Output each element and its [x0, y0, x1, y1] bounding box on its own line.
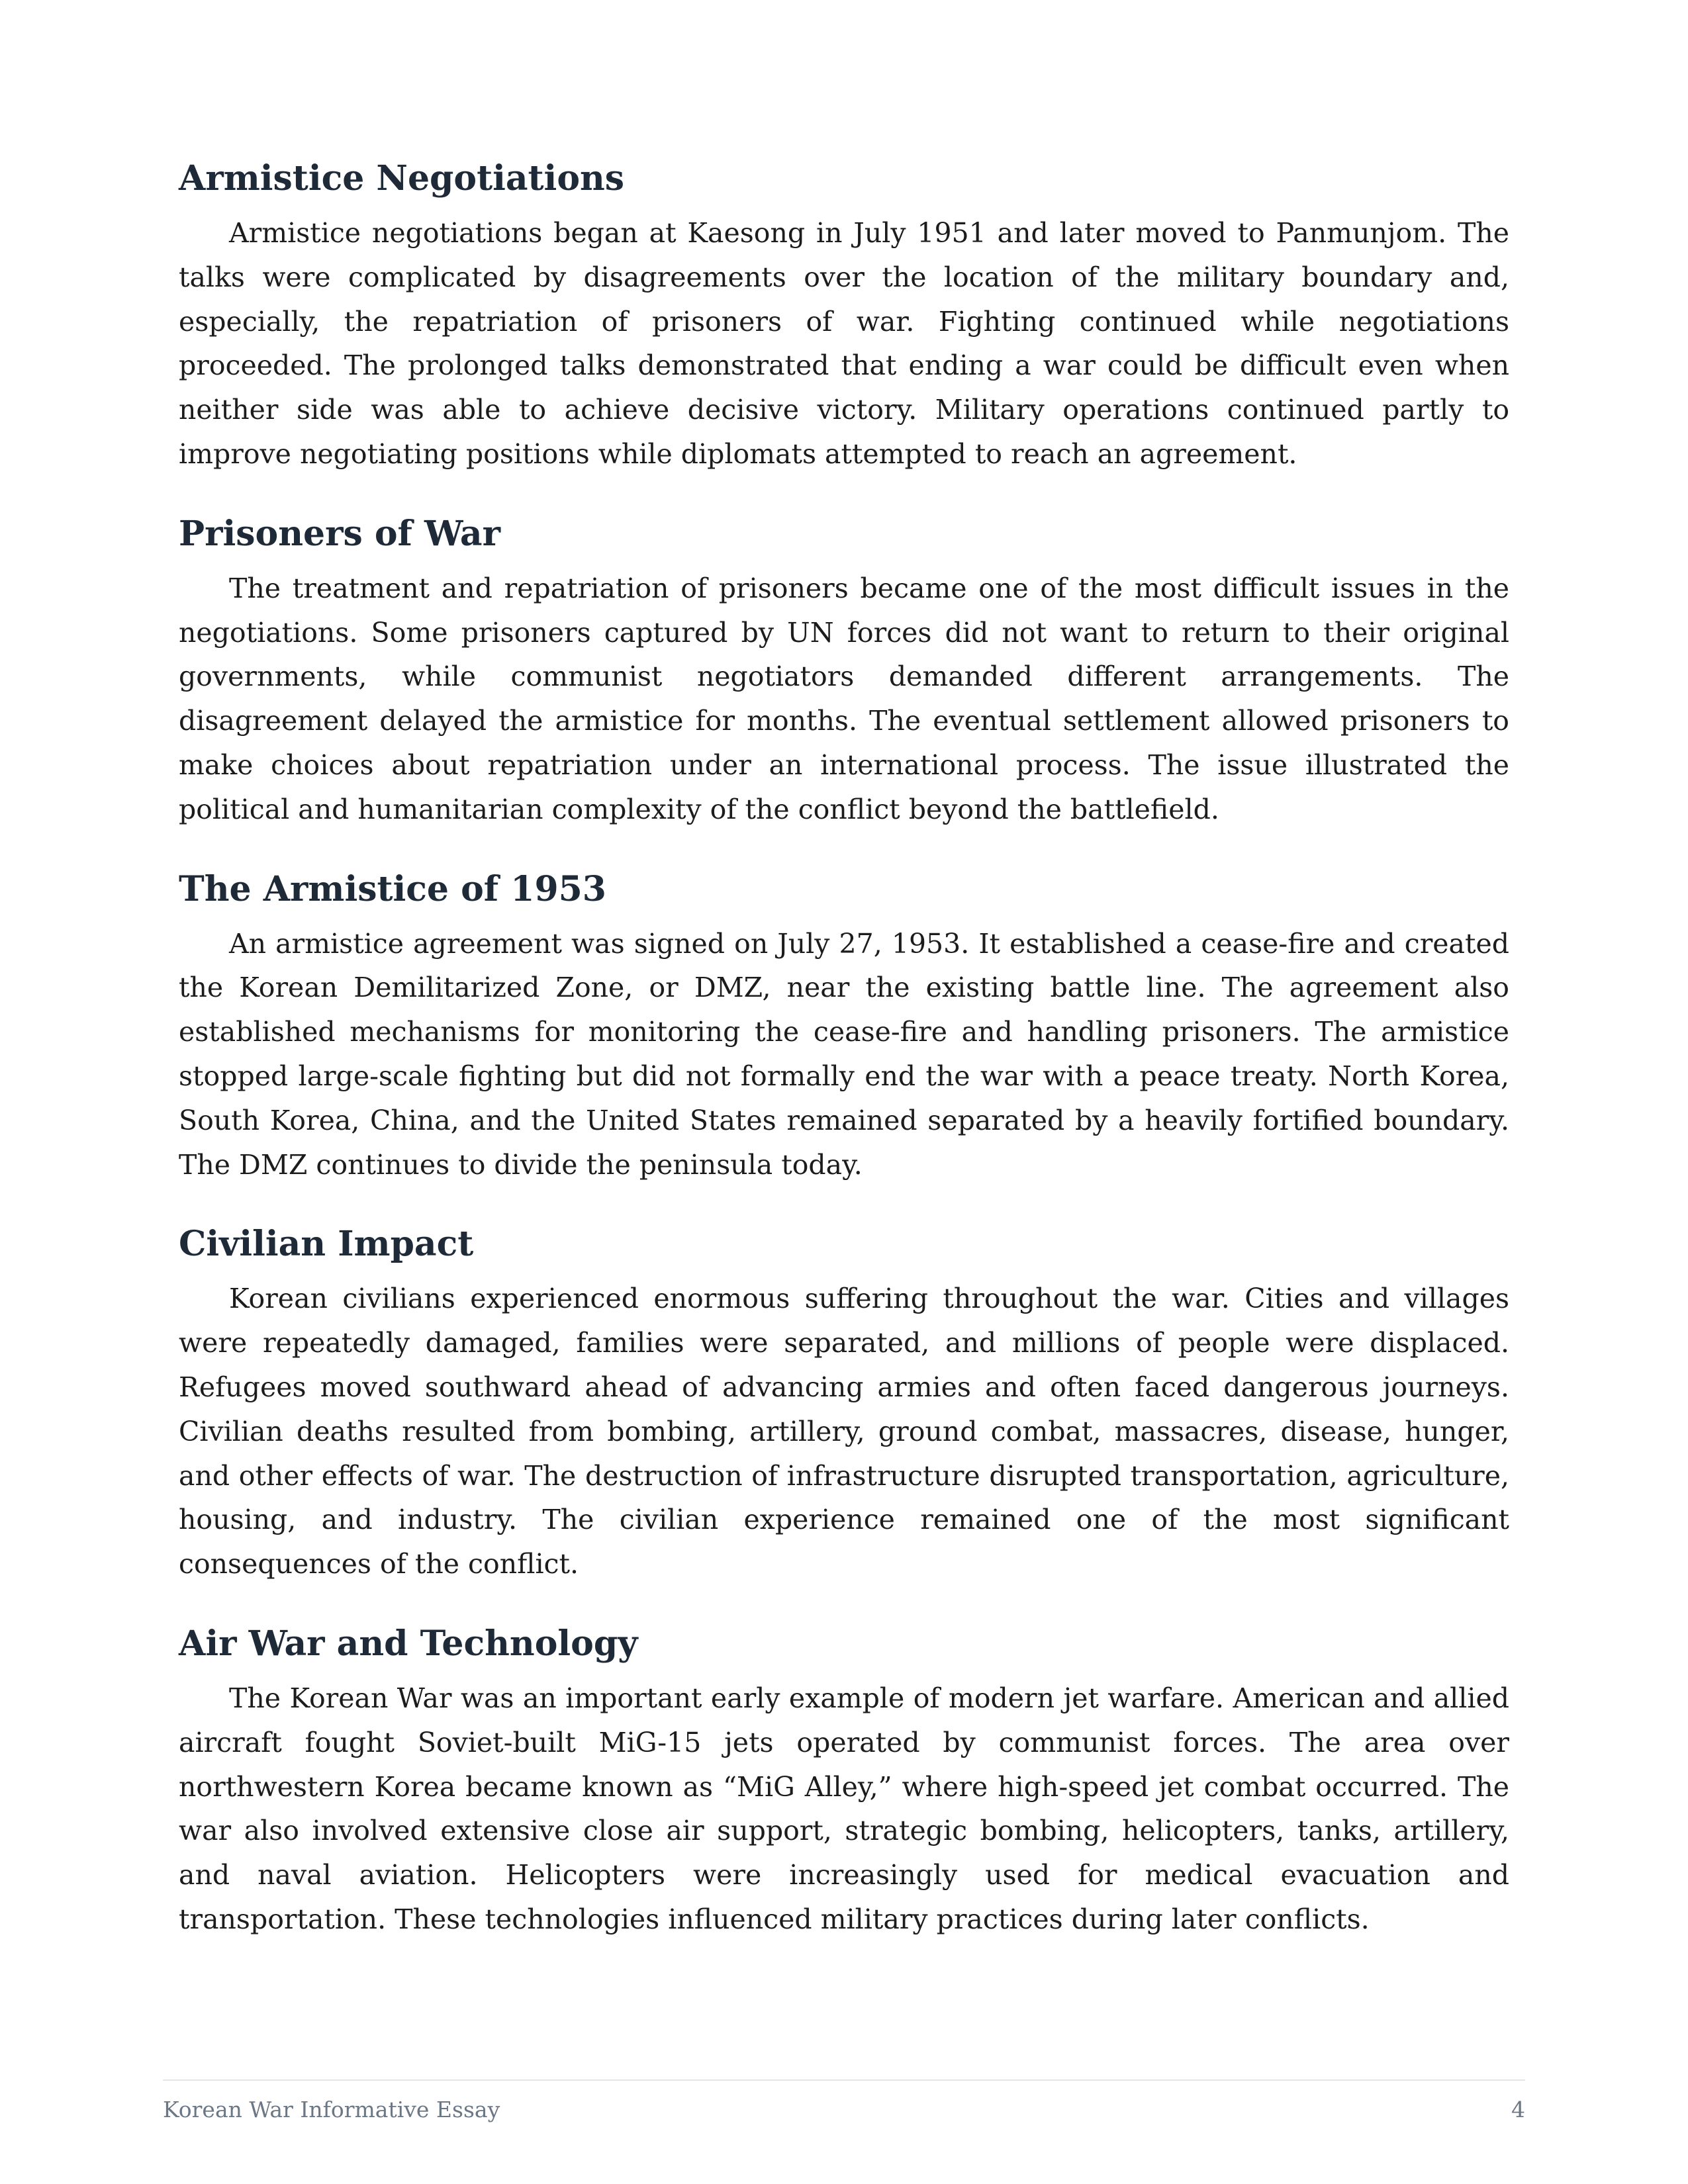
section-air-war-and-technology [179, 1614, 1509, 1942]
section-heading: The Armistice of 1953 [179, 868, 606, 909]
footer-divider [163, 2079, 1525, 2081]
section-heading: Prisoners of War [179, 513, 501, 554]
section-heading: Armistice Negotiations [179, 158, 625, 199]
section-armistice-of-1953 [179, 860, 1509, 1187]
section-paragraph: The Korean War was an important early example of modern jet warfare. American and allied aircraft fought Soviet-built MiG-15 jets operated by communist forces. The area over northwestern Korea became known as “MiG Alley,” where high-speed jet combat occurred. The war also involved extensive close air support, strategic bombing, helicopters, tanks, artillery, and naval aviation. Helicopters were increasingly used for medical evacuation and transportation. These technologies influenced military practices during later conflicts. [179, 1682, 1509, 1935]
document-body [179, 149, 1509, 1942]
section-heading: Civilian Impact [179, 1224, 474, 1265]
section-heading: Air War and Technology [179, 1623, 638, 1664]
section-paragraph: Armistice negotiations began at Kaesong in July 1951 and later moved to Panmunjom. The talks were complicated by disagreements over the location of the military boundary and, especially, the repatriation of prisoners of war. Fighting continued while negotiations proceeded. The prolonged talks demonstrated that ending a war could be difficult even when neither side was able to achieve decisive victory. Military operations continued partly to improve negotiating positions while diplomats attempted to reach an agreement. [179, 217, 1509, 470]
section-paragraph: An armistice agreement was signed on July 27, 1953. It established a cease-fire and created the Korean Demilitarized Zone, or DMZ, near the existing battle line. The agreement also established mechanisms for monitoring the cease-fire and handling prisoners. The armistice stopped large-scale fighting but did not formally end the war with a peace treaty. North Korea, South Korea, China, and the United States remained separated by a heavily fortified boundary. The DMZ continues to divide the peninsula today. [179, 927, 1509, 1181]
section-civilian-impact [179, 1214, 1509, 1586]
section-armistice-negotiations [179, 149, 1509, 477]
section-prisoners-of-war [179, 504, 1509, 832]
section-paragraph: The treatment and repatriation of prisoners became one of the most difficult issues in the negotiations. Some prisoners captured by UN forces did not want to return to their original governments, while communist negotiators demanded different arrangements. The disagreement delayed the armistice for months. The eventual settlement allowed prisoners to make choices about repatriation under an international process. The issue illustrated the political and humanitarian complexity of the conflict beyond the battlefield. [179, 572, 1509, 825]
section-paragraph: Korean civilians experienced enormous suffering throughout the war. Cities and villages were repeatedly damaged, families were separated, and millions of people were displaced. Refugees moved southward ahead of advancing armies and often faced dangerous journeys. Civilian deaths resulted from bombing, artillery, ground combat, massacres, disease, hunger, and other effects of war. The destruction of infrastructure disrupted transportation, agriculture, housing, and industry. The civilian experience remained one of the most significant consequences of the conflict. [179, 1283, 1509, 1580]
page-number: 4 [1511, 2097, 1525, 2122]
footer-title: Korean War Informative Essay [163, 2097, 500, 2122]
